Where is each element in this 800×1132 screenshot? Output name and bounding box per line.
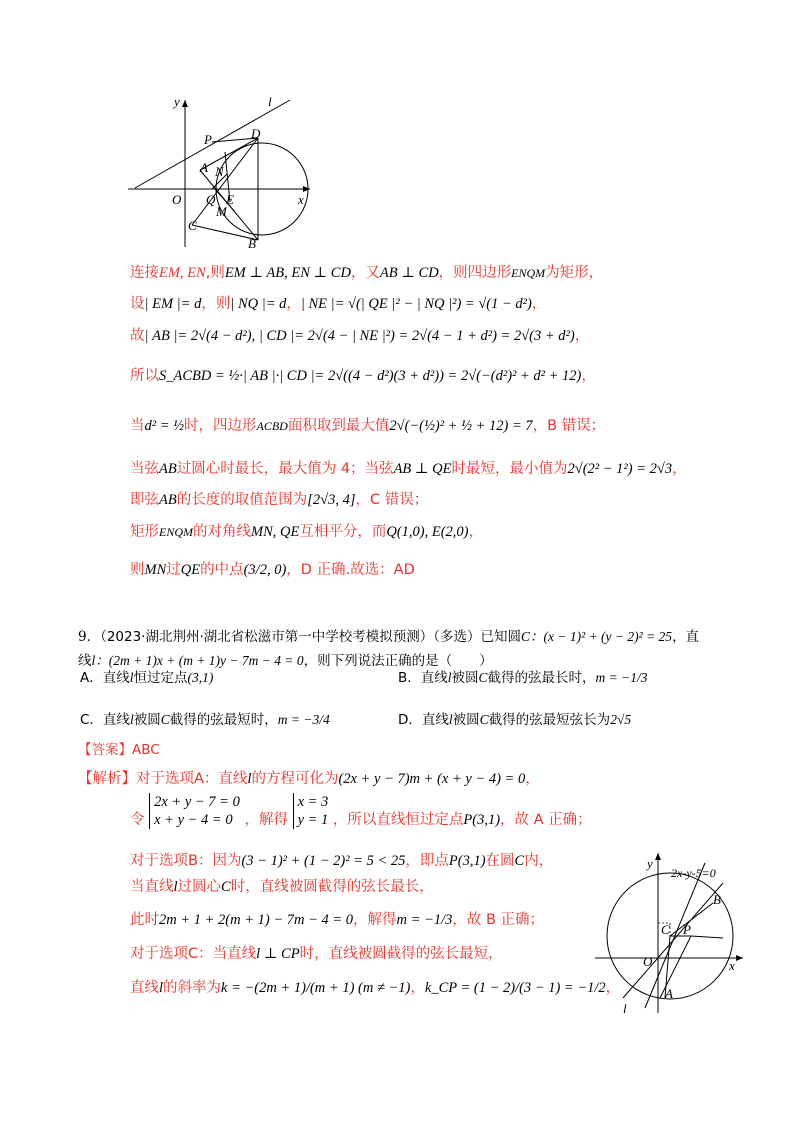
fig2-label-p: P xyxy=(683,922,691,937)
fig2-label-x: x xyxy=(729,958,735,973)
fig1-label-m: M xyxy=(216,204,227,219)
q9-stem-line-1: 9．（2023·湖北荆州·湖北省松滋市第一中学校考模拟预测）（多选）已知圆C：(x − 1)² + (y − 2)² = 25，直 xyxy=(78,629,700,645)
q9-analysis-line-1: 【解析】对于选项A：直线l的方程可化为(2x + y − 7)m + (x + y − 4) = 0， xyxy=(78,771,540,787)
q9-analysis-line-5: 此时2m + 1 + 2(m + 1) − 7m − 4 = 0，解得m = −1/3，故 B 正确； xyxy=(130,912,545,928)
fig1-label-l: l xyxy=(268,94,272,109)
sol8-line-5: 当d² = ½时，四边形ACBD面积取到最大值2√(−(½)² + ½ + 12) = 7，B 错误； xyxy=(130,418,606,434)
fig2-label-b: B xyxy=(713,892,721,907)
circle-diagram-2 xyxy=(595,848,755,1018)
q9-analysis-line-7: 直线l的斜率为k = −(2m + 1)/(m + 1) (m ≠ −1)，k_CP = (1 − 2)/(3 − 1) = −1/2， xyxy=(130,980,621,996)
fig1-label-n: N xyxy=(215,164,224,179)
fig2-label-y: y xyxy=(647,856,653,871)
fig2-label-c: C xyxy=(661,922,670,937)
sol8-line-4: 所以S_ACBD = ½·| AB |·| CD |= 2√((4 − d²)(3 + d²)) = 2√(−(d²)² + d² + 12)， xyxy=(130,368,596,384)
sol8-line-6: 当弦AB过圆心时最长，最大值为 4；当弦AB ⊥ QE时最短，最小值为2√(2² − 1²) = 2√3， xyxy=(130,461,687,477)
sol8-line-7: 即弦AB的长度的取值范围为[2√3, 4]，C 错误； xyxy=(130,492,429,508)
q9-answer: 【答案】ABC xyxy=(78,742,160,758)
q9-analysis-line-3: 对于选项B：因为(3 − 1)² + (1 − 2)² = 5 < 25，即点P(3,1)在圆C内， xyxy=(130,853,554,869)
q9-analysis-line-6: 对于选项C：当直线l ⊥ CP时，直线被圆截得的弦长最短， xyxy=(130,946,503,962)
fig2-label-o: O xyxy=(643,954,653,969)
fig1-label-a: A xyxy=(200,160,208,175)
fig1-label-o: O xyxy=(172,192,182,207)
fig1-label-c: C xyxy=(188,218,197,233)
q9-analysis-line-2: 令 2x + y − 7 = 0 x + y − 4 = 0 ，解得 x = 3 y = 1 ，所以直线恒过定点P(3,1)，故 A 正确； xyxy=(130,794,592,828)
circle-diagram-1 xyxy=(120,92,320,252)
fig1-label-p: P xyxy=(204,132,212,147)
sol8-line-9: 则MN过QE的中点(3/2, 0)，D 正确.故选：AD xyxy=(130,562,415,578)
q9-option-a[interactable]: A．直线l恒过定点(3,1) xyxy=(80,670,214,686)
fig1-label-x: x xyxy=(298,192,304,207)
q9-option-d[interactable]: D．直线l被圆C截得的弦最短弦长为2√5 xyxy=(398,712,632,728)
fig1-label-e: E xyxy=(226,192,234,207)
sol8-line-8: 矩形ENQM的对角线MN, QE互相平分，而Q(1,0), E(2,0)， xyxy=(130,524,483,540)
fig2-label-line-eq: 2x-y-5=0 xyxy=(671,866,716,880)
fig1-label-y: y xyxy=(174,94,180,109)
solution-of-system: x = 3 y = 1 xyxy=(293,793,329,829)
q9-option-c[interactable]: C．直线l被圆C截得的弦最短时，m = −3/4 xyxy=(80,712,330,728)
sol8-line-1: 连接EM, EN,则EM ⊥ AB, EN ⊥ CD，又AB ⊥ CD，则四边形ENQM为矩形， xyxy=(130,265,604,281)
fig1-label-q: Q xyxy=(206,192,216,207)
q9-option-b[interactable]: B．直线l被圆C截得的弦最长时，m = −1/3 xyxy=(398,670,648,686)
sol8-line-3: 故| AB |= 2√(4 − d²), | CD |= 2√(4 − | NE |²) = 2√(4 − 1 + d²) = 2√(3 + d²)， xyxy=(130,328,590,344)
fig1-label-d: D xyxy=(251,126,261,141)
fig2-label-a: A xyxy=(665,986,673,1001)
system-of-equations: 2x + y − 7 = 0 x + y − 4 = 0 xyxy=(149,793,240,829)
fig1-label-b: B xyxy=(248,236,256,251)
q9-stem-line-2: 线l：(2m + 1)x + (m + 1)y − 7m − 4 = 0，则下列说法正确的是（ ） xyxy=(78,653,493,669)
fig2-label-l: l xyxy=(623,1001,627,1016)
q9-analysis-line-4: 当直线l过圆心C时，直线被圆截得的弦长最长， xyxy=(130,879,434,895)
sol8-line-2: 设| EM |= d，则| NQ |= d，| NE |= √(| QE |² − | NQ |²) = √(1 − d²)， xyxy=(130,296,547,312)
